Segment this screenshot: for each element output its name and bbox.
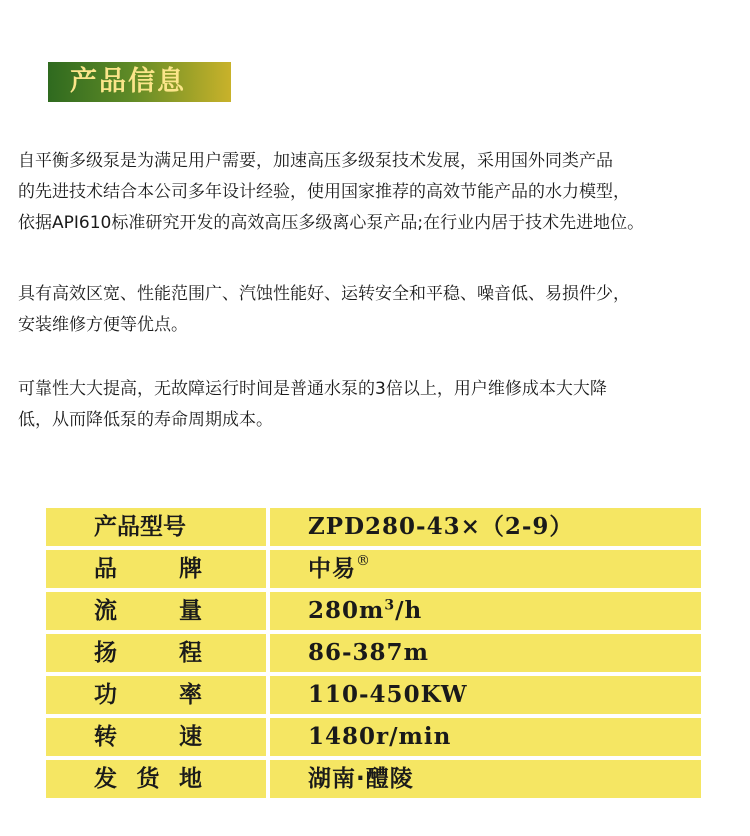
spec-value-origin: 湖南·醴陵 xyxy=(270,760,701,798)
spec-value-speed: 1480r/min xyxy=(270,718,701,756)
spec-row-head xyxy=(46,634,701,672)
spec-label-origin xyxy=(46,760,266,798)
section-title: 产品信息 xyxy=(48,62,231,102)
flow-exponent: 3 xyxy=(384,597,396,614)
flow-unit: /h xyxy=(395,597,423,624)
paragraph-line: 可靠性大大提高，无故障运行时间是普通水泵的3倍以上，用户维修成本大大降 xyxy=(18,379,607,399)
spec-label-brand xyxy=(46,550,266,588)
spec-row-model xyxy=(46,508,701,546)
paragraph-line: 自平衡多级泵是为满足用户需要，加速高压多级泵技术发展，采用国外同类产品 xyxy=(18,151,613,171)
spec-label-char: 速 xyxy=(179,724,202,750)
paragraph-line: 低，从而降低泵的寿命周期成本。 xyxy=(18,410,273,430)
features-paragraph xyxy=(18,279,744,341)
spec-label-speed xyxy=(46,718,266,756)
spec-label-char: 功 xyxy=(94,682,117,708)
spec-label-char: 量 xyxy=(179,598,202,624)
paragraph-line: 具有高效区宽、性能范围广、汽蚀性能好、运转安全和平稳、噪音低、易损件少， xyxy=(18,284,630,304)
spec-label-char: 品 xyxy=(94,556,117,582)
spec-row-speed xyxy=(46,718,701,756)
spec-value-flow xyxy=(270,592,701,630)
spec-value-power: 110-450KW xyxy=(270,676,701,714)
spec-label-char: 流 xyxy=(94,598,117,624)
spec-row-power xyxy=(46,676,701,714)
flow-number: 280m xyxy=(308,597,385,624)
spec-label-char: 程 xyxy=(179,640,202,666)
spec-label-char: 率 xyxy=(179,682,202,708)
spec-label-flow xyxy=(46,592,266,630)
spec-value-model: ZPD280-43×（2-9） xyxy=(270,508,701,546)
reliability-paragraph xyxy=(18,374,744,436)
paragraph-line: 安装维修方便等优点。 xyxy=(18,315,188,335)
spec-label-char: 发 xyxy=(94,766,117,792)
paragraph-line: 依据API610标准研究开发的高效高压多级离心泵产品;在行业内居于技术先进地位。 xyxy=(18,213,645,233)
spec-row-flow xyxy=(46,592,701,630)
brand-name: 中易 xyxy=(308,556,356,582)
spec-table xyxy=(46,508,701,802)
spec-label-char: 转 xyxy=(94,724,117,750)
spec-label-head xyxy=(46,634,266,672)
spec-label-char: 牌 xyxy=(179,556,202,582)
spec-label-char: 货 xyxy=(136,766,160,792)
spec-value-head: 86-387m xyxy=(270,634,701,672)
spec-row-origin xyxy=(46,760,701,798)
spec-label-char: 地 xyxy=(179,766,202,792)
spec-row-brand xyxy=(46,550,701,588)
intro-paragraph xyxy=(18,146,744,239)
spec-label-model: 产品型号 xyxy=(46,508,266,546)
registered-mark: ® xyxy=(356,553,371,569)
spec-value-brand xyxy=(270,550,701,588)
paragraph-line: 的先进技术结合本公司多年设计经验，使用国家推荐的高效节能产品的水力模型， xyxy=(18,182,630,202)
spec-label-char: 扬 xyxy=(94,640,117,666)
spec-label-power xyxy=(46,676,266,714)
